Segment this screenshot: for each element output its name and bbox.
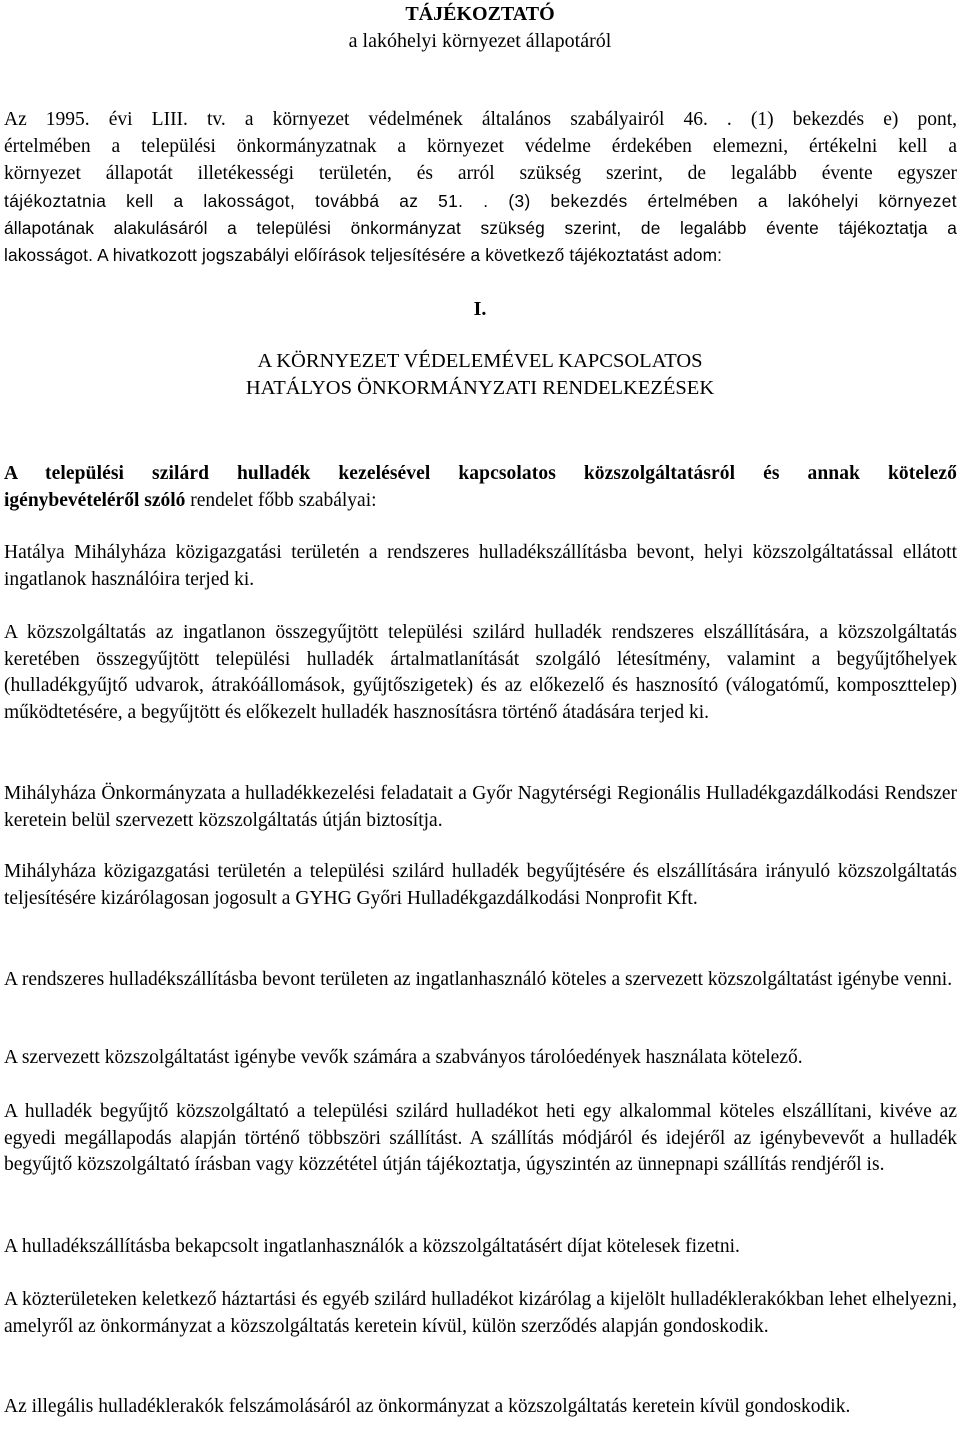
intro-line <box>4 242 957 269</box>
body-paragraph: A hulladék begyűjtő közszolgáltató a települési szilárd hulladékot heti egy alkalommal köteles elszállítani, kivéve az egyedi megállapodás alapján történő többszöri szállítást. A szállítás módjáról és idejéről az igénybevevőt a hulladék begyűjtő közszolgáltató írásban vagy közzététel útján tájékoztatja, úgyszintén az ünnepnapi szállítás rendjéről is. <box>4 1101 957 1175</box>
body-paragraph: A hulladékszállításba bekapcsolt ingatlanhasználók a közszolgáltatásért díjat kötelesek fizetni. <box>4 1236 740 1257</box>
intro-line: környezet állapotát illetékességi területén, és arról szükség szerint, de legalább évente egyszer <box>4 163 957 184</box>
body-paragraph: A közszolgáltatás az ingatlanon összegyűjtött települési szilárd hulladék rendszeres elszállítására, a közszolgáltatás keretében összegyűjtött települési hulladék ártalmatlanítását szolgáló létesítmény, valamint a begyűjtőhelyek (hulladékgyűjtő udvarok, átrakóállomások, gyűjtőszigetek) és az előkezelő és hasznosító (válogatómű, komposzttelep) működtetésére, a begyűjtött és előkezelt hulladék hasznosításra történő átadására terjed ki. <box>4 622 957 723</box>
section-title-line: HATÁLYOS ÖNKORMÁNYZATI RENDELKEZÉSEK <box>245 377 715 399</box>
section-title-line: A KÖRNYEZET VÉDELEMÉVEL KAPCSOLATOS <box>257 350 703 372</box>
intro-line: Az 1995. évi LIII. tv. a környezet védelmének általános szabályairól 46. . (1) bekezdés e) pont, <box>4 109 957 130</box>
body-paragraph: Mihályháza közigazgatási területén a települési szilárd hulladék begyűjtésére és elszállítására irányuló közszolgáltatás teljesítésére kizárólagosan jogosult a GYHG Győri Hulladékgazdálkodási Nonprofit Kft. <box>4 861 957 909</box>
intro-line: állapotának alakulásáról a települési önkormányzat szükség szerint, de legalább évente tájékoztatja a <box>4 218 957 238</box>
body-paragraph: A közterületeken keletkező háztartási és egyéb szilárd hulladékot kizárólag a kijelölt hulladéklerakókban lehet elhelyezni, amelyről az önkormányzat a közszolgáltatás keretein kívül, külön szerződés alapján gondoskodik. <box>4 1289 957 1337</box>
document-title: TÁJÉKOZTATÓ <box>405 3 555 25</box>
document-subtitle: a lakóhelyi környezet állapotáról <box>348 30 612 52</box>
section-number: I. <box>473 298 487 320</box>
body-paragraph: Hatálya Mihályháza közigazgatási területén a rendszeres hulladékszállításba bevont, helyi közszolgáltatással ellátott ingatlanok használóira terjed ki. <box>4 542 957 590</box>
regulation-heading-text: rendelet főbb szabályai: <box>185 490 377 511</box>
body-paragraph: Az illegális hulladéklerakók felszámolásáról az önkormányzat a közszolgáltatás keretein kívül gondoskodik. <box>4 1396 851 1417</box>
intro-line: tájékoztatnia kell a lakosságot, továbbá az 51. . (3) bekezdés értelmében a lakóhelyi környezet <box>4 191 957 211</box>
regulation-heading-bold: igénybevételéről szóló <box>4 490 186 511</box>
body-paragraph: Mihályháza Önkormányzata a hulladékkezelési feladatait a Győr Nagytérségi Regionális Hulladékgazdálkodási Rendszer keretein belül szervezett közszolgáltatás útján biztosítja. <box>4 783 957 831</box>
body-paragraph: A szervezett közszolgáltatást igénybe vevők számára a szabványos tárolóedények használata kötelező. <box>4 1047 803 1068</box>
intro-line-part: A hivatkozott jogszabályi előírások teljesítésére a következő tájékoztatást adom: <box>97 245 723 265</box>
regulation-heading-line <box>4 461 957 488</box>
body-paragraph: A rendszeres hulladékszállításba bevont területen az ingatlanhasználó köteles a szervezett közszolgáltatást igénybe venni. <box>4 969 953 990</box>
intro-line: értelmében a települési önkormányzatnak a környezet védelme érdekében elemezni, értékelni kell a <box>4 136 957 157</box>
regulation-heading-line <box>4 488 957 515</box>
section-title <box>0 348 960 402</box>
regulation-heading-bold: A települési szilárd hulladék kezelésével kapcsolatos közszolgáltatásról és annak kötelező <box>4 463 957 484</box>
intro-line-part: lakosságot. <box>4 245 94 265</box>
